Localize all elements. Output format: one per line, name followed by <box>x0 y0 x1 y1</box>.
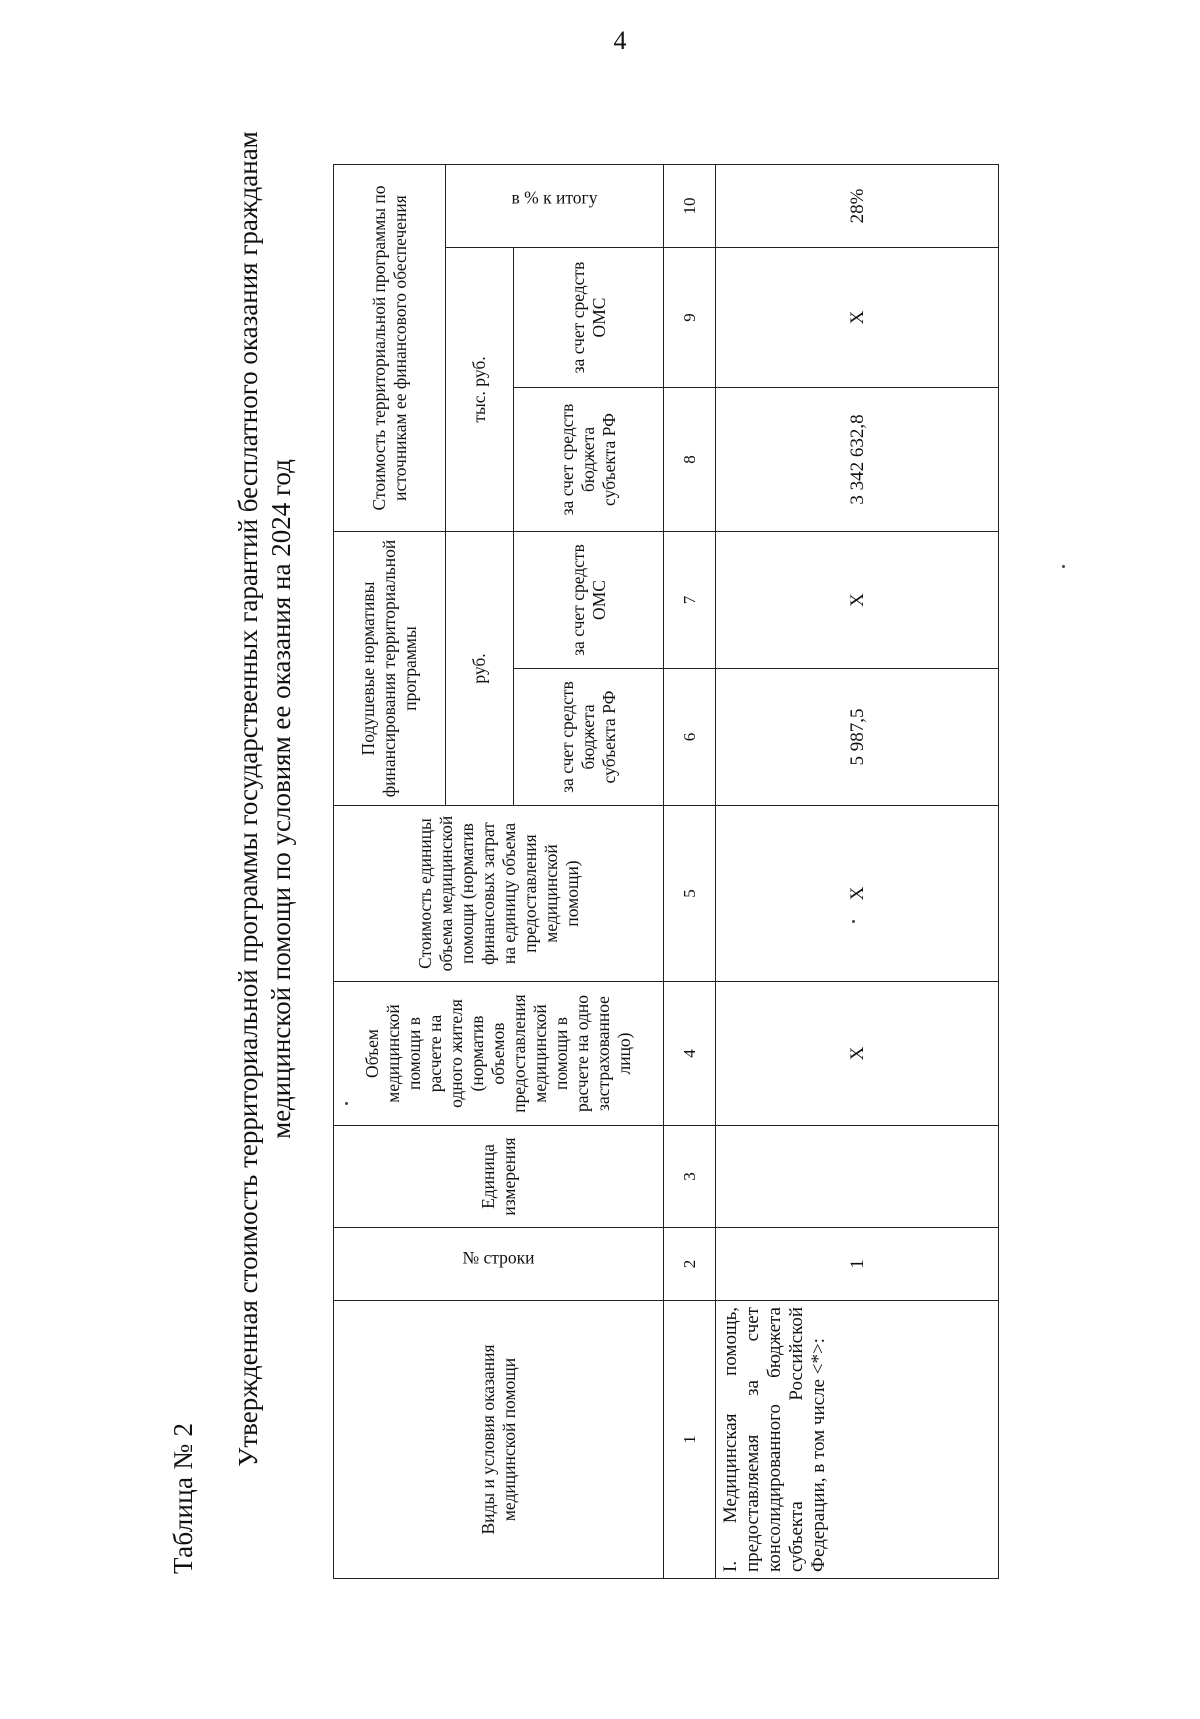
table-row <box>716 164 999 1578</box>
header-row-number <box>334 1228 664 1301</box>
row-unit <box>716 1126 999 1228</box>
table-label: Таблица № 2 <box>168 1422 198 1574</box>
column-number: 9 <box>664 248 716 388</box>
column-number: 2 <box>664 1228 716 1301</box>
header-per-capita: Подушевые нормативы финансирования территориальной программы <box>334 532 446 806</box>
header-rub: руб. <box>446 532 514 806</box>
header-thousand-rub: тыс. руб. <box>446 248 514 532</box>
header-kinds: Виды и условия оказания медицинской помощи <box>334 1301 664 1579</box>
title-line-2: медицинской помощи по условиям ее оказания на 2024 год <box>266 459 296 1139</box>
header-unit-cost: Стоимость единицы объема медицинской помощи (норматив финансовых затрат на единицу объема предоставления медицинской помощи) <box>334 806 664 982</box>
column-number: 10 <box>664 164 716 247</box>
header-row-number-text: № строки <box>462 1247 535 1268</box>
column-number: 1 <box>664 1301 716 1579</box>
column-number: 3 <box>664 1126 716 1228</box>
column-number: 5 <box>664 806 716 982</box>
header-percent-text: в % к итогу <box>511 187 598 208</box>
document-title <box>232 109 298 1489</box>
row-kind: I. Медицинская помощь, предоставляемая за счет консолидированного бюджета субъекта Российской Федерации, в том числе <*>: <box>716 1301 999 1579</box>
row-cost-budget: 3 342 632,8 <box>716 388 999 532</box>
row-per-capita-oms: X <box>716 532 999 669</box>
row-percent: 28% <box>716 164 999 247</box>
row-volume: X <box>716 982 999 1126</box>
header-cost-oms: за счет средств ОМС <box>514 248 664 388</box>
scan-speck <box>852 920 855 923</box>
scan-speck <box>345 1102 348 1105</box>
page-number: 4 <box>613 26 627 55</box>
row-number: 1 <box>716 1228 999 1301</box>
row-cost-oms: X <box>716 248 999 388</box>
header-volume: Объем медицинской помощи в расчете на одного жителя (норматив объемов предоставления медицинской помощи в расчете на одно застрахованное лицо) <box>334 982 664 1126</box>
column-number: 6 <box>664 669 716 806</box>
column-number: 4 <box>664 982 716 1126</box>
title-line-1: Утвержденная стоимость территориальной программы государственных гарантий бесплатного оказания гражданам <box>233 131 263 1467</box>
header-percent <box>446 164 664 247</box>
column-number-row <box>664 164 716 1578</box>
header-cost-sources: Стоимость территориальной программы по источникам ее финансового обеспечения <box>334 164 446 531</box>
header-unit: Единица измерения <box>334 1126 664 1228</box>
row-per-capita-budget: 5 987,5 <box>716 669 999 806</box>
row-unit-cost: X <box>716 806 999 982</box>
header-per-capita-oms: за счет средств ОМС <box>514 532 664 669</box>
header-row-1 <box>334 164 446 1578</box>
column-number: 8 <box>664 388 716 532</box>
scan-speck <box>1062 565 1065 568</box>
header-cost-budget: за счет средств бюджета субъекта РФ <box>514 388 664 532</box>
header-per-capita-budget: за счет средств бюджета субъекта РФ <box>514 669 664 806</box>
column-number: 7 <box>664 532 716 669</box>
cost-table <box>333 164 999 1579</box>
